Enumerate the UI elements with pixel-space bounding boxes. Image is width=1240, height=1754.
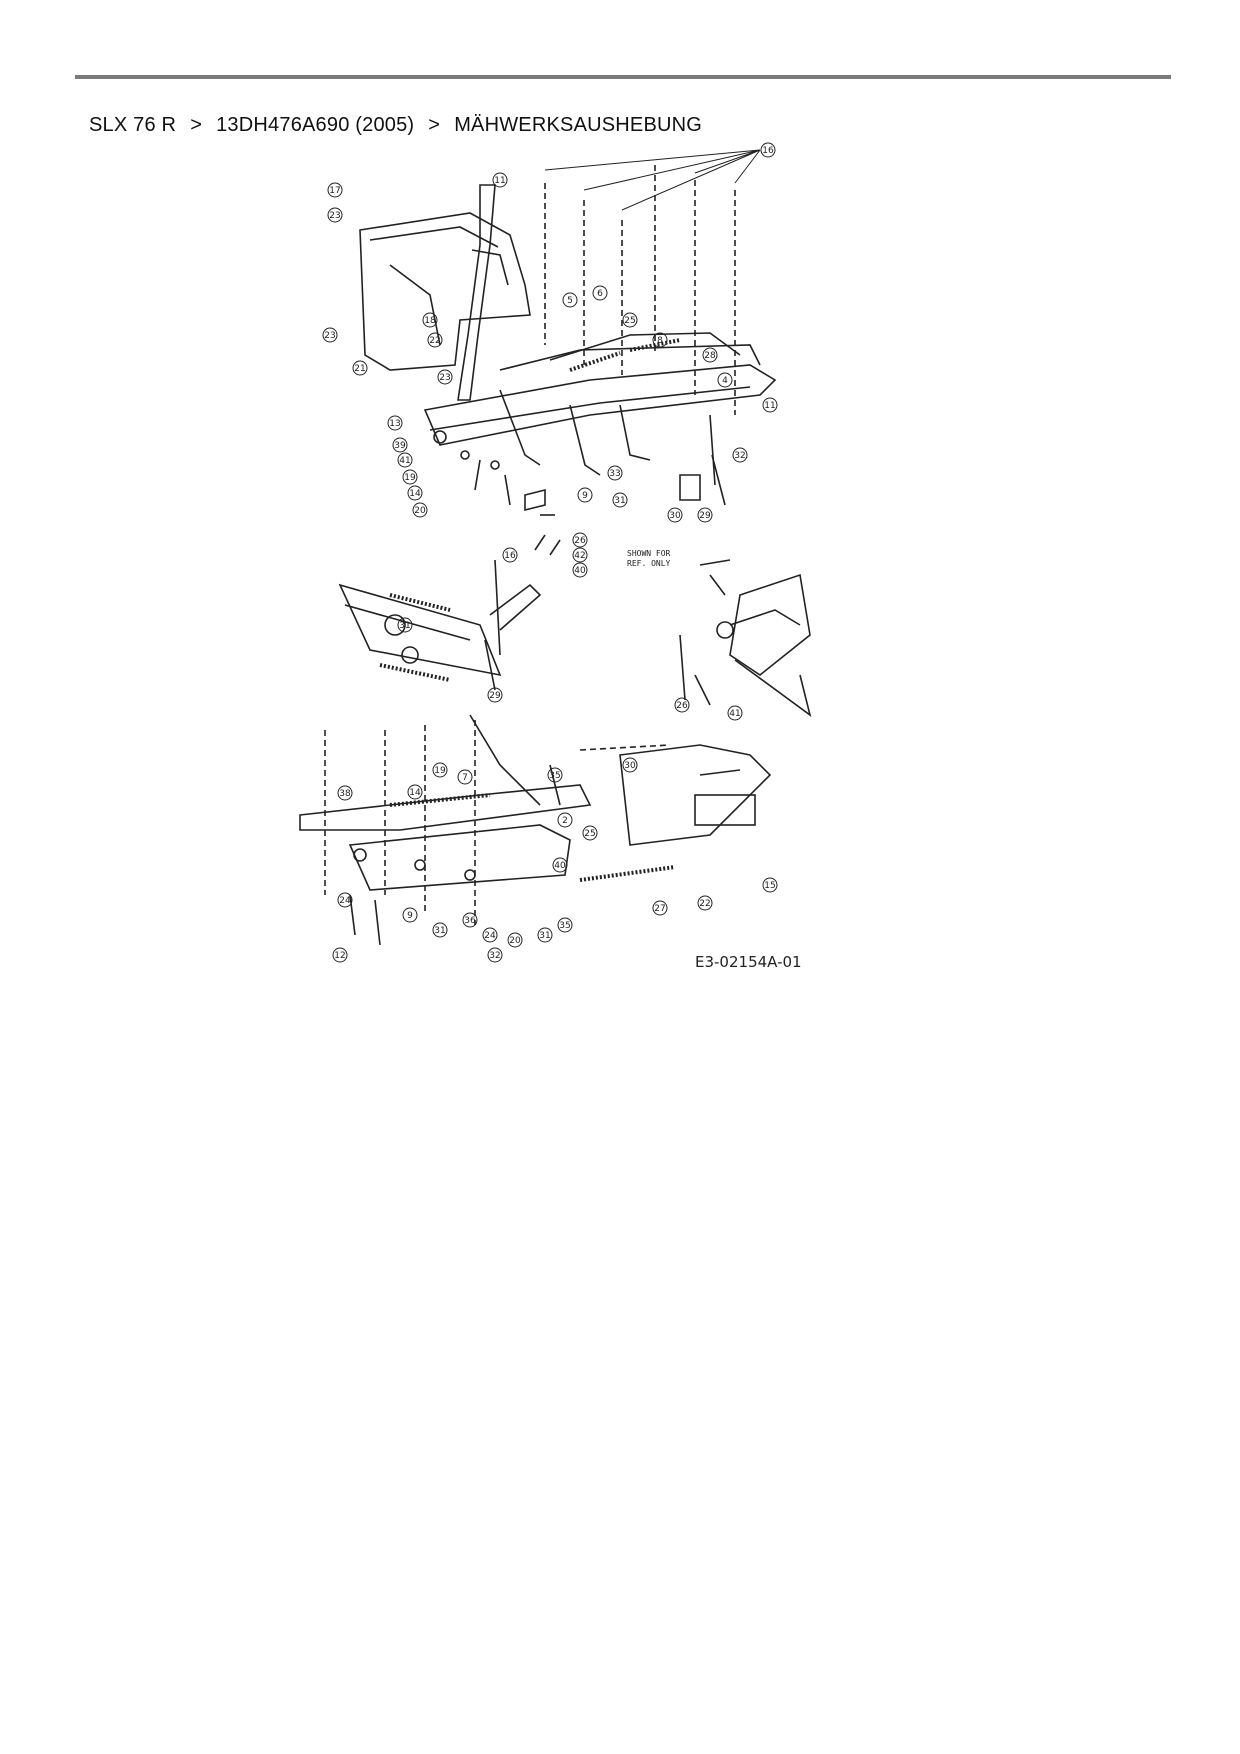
part-callout-number: 26 xyxy=(574,536,586,546)
part-callout-number: 36 xyxy=(464,916,476,926)
part-callout-number: 22 xyxy=(429,336,441,346)
part-callout-number: 21 xyxy=(354,364,366,374)
part-callout-number: 40 xyxy=(574,566,586,576)
part-callout-number: 14 xyxy=(409,489,421,499)
part-callout-number: 20 xyxy=(414,506,426,516)
part-callout-number: 25 xyxy=(624,316,636,326)
part-callout-number: 32 xyxy=(734,451,746,461)
lower-assembly xyxy=(300,715,770,945)
reference-note: SHOWN FOR xyxy=(627,549,671,558)
part-callout-number: 9 xyxy=(582,491,588,501)
part-callout-number: 23 xyxy=(324,331,336,341)
part-callout-number: 12 xyxy=(334,951,346,961)
part-callout-number: 8 xyxy=(657,336,663,346)
part-callout-number: 4 xyxy=(722,376,728,386)
part-callout-number: 15 xyxy=(764,881,776,891)
part-callout-number: 17 xyxy=(329,186,341,196)
breadcrumb-model[interactable]: SLX 76 R xyxy=(89,114,177,136)
part-callout-number: 42 xyxy=(574,551,586,561)
part-callout-number: 19 xyxy=(434,766,446,776)
part-callout-number: 9 xyxy=(407,911,413,921)
part-callout-number: 2 xyxy=(562,816,568,826)
part-callout-number: 31 xyxy=(434,926,446,936)
part-callout-number: 27 xyxy=(654,904,666,914)
part-callout-number: 41 xyxy=(729,709,741,719)
part-callout-number: 23 xyxy=(439,373,451,383)
part-callout-number: 23 xyxy=(329,211,341,221)
breadcrumb-section: MÄHWERKSAUSHEBUNG xyxy=(454,114,703,136)
middle-right-detail xyxy=(680,560,810,715)
part-callout-number: 24 xyxy=(484,931,496,941)
part-callout-number: 30 xyxy=(669,511,681,521)
breadcrumb-separator: > xyxy=(428,114,441,136)
part-callout-number: 32 xyxy=(489,951,501,961)
reference-note: REF. ONLY xyxy=(627,559,671,568)
breadcrumb xyxy=(89,114,702,137)
exploded-parts-diagram xyxy=(324,146,920,1095)
part-callout-number: 16 xyxy=(504,551,516,561)
top-rule xyxy=(75,75,1171,79)
part-callout-number: 25 xyxy=(584,829,596,839)
diagram-canvas xyxy=(324,146,920,1095)
part-callout-number: 38 xyxy=(339,789,351,799)
part-callout-number: 40 xyxy=(554,861,566,871)
part-callout-number: 31 xyxy=(614,496,626,506)
part-callout-number: 24 xyxy=(339,896,351,906)
part-callout-number: 39 xyxy=(394,441,406,451)
lower-callouts xyxy=(333,758,777,962)
part-callout-number: 14 xyxy=(409,788,421,798)
part-callout-number: 41 xyxy=(399,456,411,466)
part-callout-number: 35 xyxy=(549,771,561,781)
middle-left-callouts xyxy=(398,618,502,702)
part-callout-number: 16 xyxy=(762,146,774,156)
part-callout-number: 11 xyxy=(494,176,506,186)
part-callout-number: 20 xyxy=(509,936,521,946)
breadcrumb-variant[interactable]: 13DH476A690 (2005) xyxy=(216,114,415,136)
part-callout-number: 18 xyxy=(424,316,436,326)
part-callout-number: 31 xyxy=(399,621,411,631)
part-callout-number: 6 xyxy=(597,289,603,299)
drawing-code: E3-02154A-01 xyxy=(695,953,802,971)
part-callout-number: 26 xyxy=(676,701,688,711)
part-callout-number: 33 xyxy=(609,469,621,479)
part-callout-number: 28 xyxy=(704,351,716,361)
part-callout-number: 31 xyxy=(539,931,551,941)
part-callout-number: 19 xyxy=(404,473,416,483)
middle-left-detail xyxy=(340,560,540,690)
part-callout-number: 29 xyxy=(699,511,711,521)
breadcrumb-separator: > xyxy=(190,114,203,136)
part-callout-number: 30 xyxy=(624,761,636,771)
part-callout-number: 5 xyxy=(567,296,573,306)
part-callout-number: 7 xyxy=(462,773,468,783)
part-callout-number: 29 xyxy=(489,691,501,701)
part-callout-number: 22 xyxy=(699,899,711,909)
part-callout-number: 11 xyxy=(764,401,776,411)
part-callout-number: 13 xyxy=(389,419,401,429)
part-callout-number: 35 xyxy=(559,921,571,931)
